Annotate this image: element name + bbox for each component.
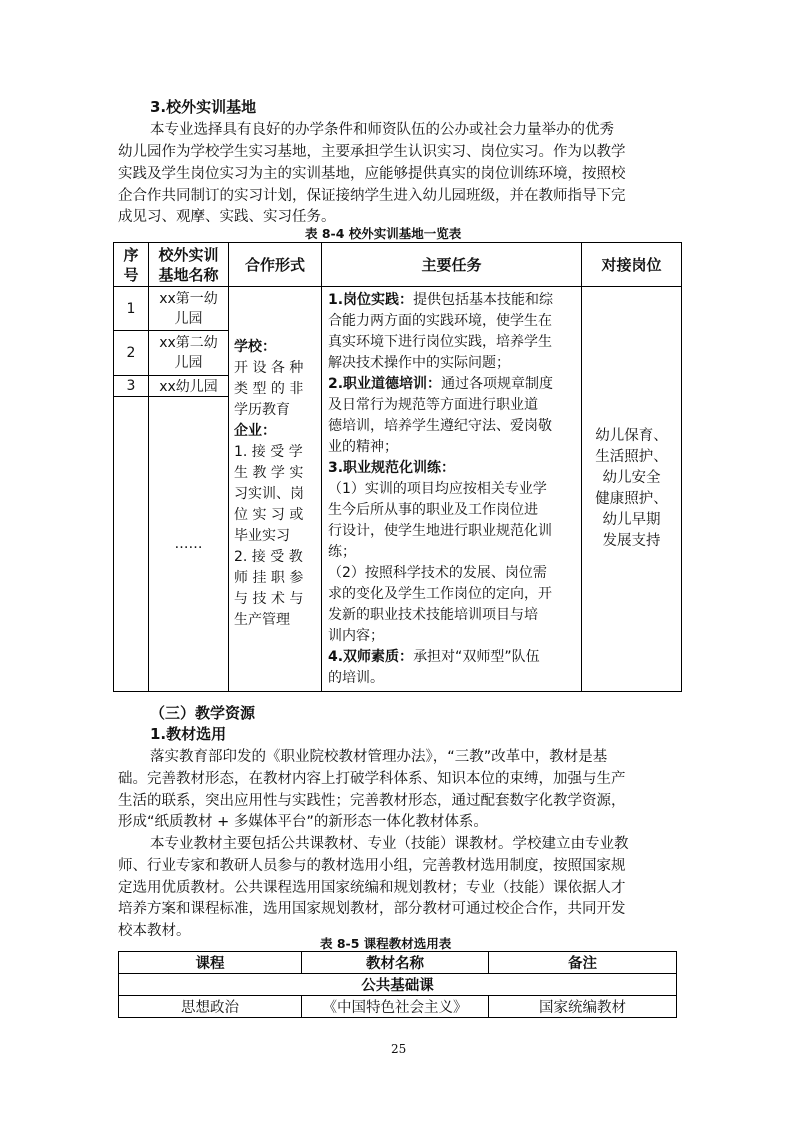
header-seq: 序 号 xyxy=(114,243,149,287)
text-line: 企合作共同制订的实习计划，保证接纳学生进入幼儿园班级，并在教师指导下完 xyxy=(118,188,626,204)
section-heading-teaching-resources: （三）教学资源 xyxy=(150,704,256,722)
coop-line: 毕业实习 xyxy=(234,528,290,544)
post-line: 发展支持 xyxy=(602,533,661,549)
coop-company-title: 企业： xyxy=(234,423,276,439)
cell-course: 思想政治 xyxy=(119,996,302,1018)
cell-textbook-name: 《中国特色社会主义》 xyxy=(302,996,489,1018)
subheading-textbook-selection: 1.教材选用 xyxy=(150,725,227,743)
coop-line: 与 技 术 与 xyxy=(234,591,304,607)
coop-line: 位 实 习 或 xyxy=(234,507,304,523)
section-heading-offsite-base: 3.校外实训基地 xyxy=(150,98,257,116)
row-base-name: xx第二幼 儿园 xyxy=(149,331,229,375)
text-line: 成见习、观摩、实践、实习任务。 xyxy=(118,209,336,225)
task-line: 及日常行为规范等方面进行职业道 xyxy=(328,397,538,413)
cooperation-cell xyxy=(229,287,322,692)
task-title: 3.职业规范化训练： xyxy=(328,460,456,476)
coop-line: 开 设 各 种 xyxy=(234,360,304,376)
row-base-name: xx幼儿园 xyxy=(149,375,229,397)
task-line: 业的精神； xyxy=(328,439,398,455)
header-base-name: 校外实训 基地名称 xyxy=(149,243,229,287)
header-main-task: 主要任务 xyxy=(322,243,582,287)
text-line: 落实教育部印发的《职业院校教材管理办法》，“三教”改革中，教材是基 xyxy=(150,749,608,765)
row-seq: 1 xyxy=(114,287,149,331)
coop-line: 师 挂 职 参 xyxy=(234,570,304,586)
task-line: （1）实训的项目均应按相关专业学 xyxy=(328,481,547,497)
task-line: 德培训，培养学生遵纪守法、爱岗敬 xyxy=(328,418,552,434)
task-line: 发新的职业技术技能培训项目与培 xyxy=(328,607,538,623)
text-line: 实践及学生岗位实习为主的实训基地，应能够提供真实的岗位训练环境，按照校 xyxy=(118,166,626,182)
text-line: 培养方案和课程标准，选用国家规划教材，部分教材可通过校企合作，共同开发 xyxy=(118,901,626,917)
task-title: 2.职业道德培训： xyxy=(328,376,442,392)
task-line: 解决技术操作中的实际问题； xyxy=(328,355,510,371)
text-line: 本专业选择具有良好的办学条件和师资队伍的公办或社会力量举办的优秀 xyxy=(150,122,614,138)
header-course: 课程 xyxy=(119,952,302,974)
task-title: 4.双师素质： xyxy=(328,649,414,665)
post-line: 幼儿早期 xyxy=(602,512,661,528)
coop-school-title: 学校： xyxy=(234,339,276,355)
coop-line: 类 型 的 非 xyxy=(234,381,304,397)
task-line: 的培训。 xyxy=(328,670,384,686)
course-textbook-table xyxy=(118,951,677,1018)
task-line: 行设计，使学生地进行职业规范化训 xyxy=(328,523,552,539)
table-caption-8-5: 表 8-5 课程教材选用表 xyxy=(320,936,452,951)
text-line: 师、行业专家和教研人员参与的教材选用小组，完善教材选用制度，按照国家规 xyxy=(118,858,626,874)
header-cooperation: 合作形式 xyxy=(229,243,322,287)
cell-remark: 国家统编教材 xyxy=(489,996,677,1018)
text-line: 校本教材。 xyxy=(118,923,191,939)
row-base-name: xx第一幼 儿园 xyxy=(149,287,229,331)
post-line: 幼儿保育、 xyxy=(595,428,668,444)
header-remark: 备注 xyxy=(489,952,677,974)
page-number: 25 xyxy=(391,1042,407,1056)
task-line: 练； xyxy=(328,544,356,560)
text-line: 生活的联系，突出应用性与实践性；完善教材形态，通过配套数字化教学资源， xyxy=(118,793,626,809)
coop-line: 习实训、岗 xyxy=(234,486,304,502)
task-line: 通过各项规章制度 xyxy=(441,376,554,392)
main-task-cell xyxy=(322,287,582,692)
task-line: 真实环境下进行岗位实践，培养学生 xyxy=(328,334,552,350)
header-post: 对接岗位 xyxy=(582,243,682,287)
task-line: 生今后所从事的职业及工作岗位进 xyxy=(328,502,538,518)
text-line: 幼儿园作为学校学生实习基地，主要承担学生认识实习、岗位实习。作为以教学 xyxy=(118,144,626,160)
row-seq xyxy=(114,397,149,692)
task-line: 训内容； xyxy=(328,628,384,644)
coop-line: 生 教 学 实 xyxy=(234,465,304,481)
task-line: 提供包括基本技能和综 xyxy=(413,292,554,308)
post-cell xyxy=(582,287,682,692)
task-line: 求的变化及学生工作岗位的定向，开 xyxy=(328,586,552,602)
task-line: 承担对“双师型”队伍 xyxy=(413,649,540,665)
text-line: 定选用优质教材。公共课程选用国家统编和规划教材；专业（技能）课依据人才 xyxy=(118,880,626,896)
text-line: 本专业教材主要包括公共课教材、专业（技能）课教材。学校建立由专业教 xyxy=(150,836,629,852)
post-line: 生活照护、 xyxy=(595,449,668,465)
post-line: 幼儿安全 xyxy=(602,470,661,486)
coop-line: 学历教育 xyxy=(234,402,290,418)
text-line: 形成“纸质教材 + 多媒体平台”的新形态一体化教材体系。 xyxy=(118,814,488,830)
task-line: 合能力两方面的实践环境，使学生在 xyxy=(328,313,552,329)
task-title: 1.岗位实践： xyxy=(328,292,414,308)
coop-line: 1. 接 受 学 xyxy=(234,444,303,460)
table-caption-8-4: 表 8-4 校外实训基地一览表 xyxy=(305,226,462,241)
group-public-basic-course: 公共基础课 xyxy=(119,974,677,996)
coop-line: 2. 接 受 教 xyxy=(234,549,303,565)
header-textbook-name: 教材名称 xyxy=(302,952,489,974)
coop-line: 生产管理 xyxy=(234,612,290,628)
text-line: 础。完善教材形态，在教材内容上打破学科体系、知识本位的束缚，加强与生产 xyxy=(118,771,626,787)
row-seq: 3 xyxy=(114,375,149,397)
post-line: 健康照护、 xyxy=(595,491,668,507)
task-line: （2）按照科学技术的发展、岗位需 xyxy=(328,565,547,581)
offsite-base-table xyxy=(113,242,682,692)
row-seq: 2 xyxy=(114,331,149,375)
row-base-name: …… xyxy=(149,397,229,692)
